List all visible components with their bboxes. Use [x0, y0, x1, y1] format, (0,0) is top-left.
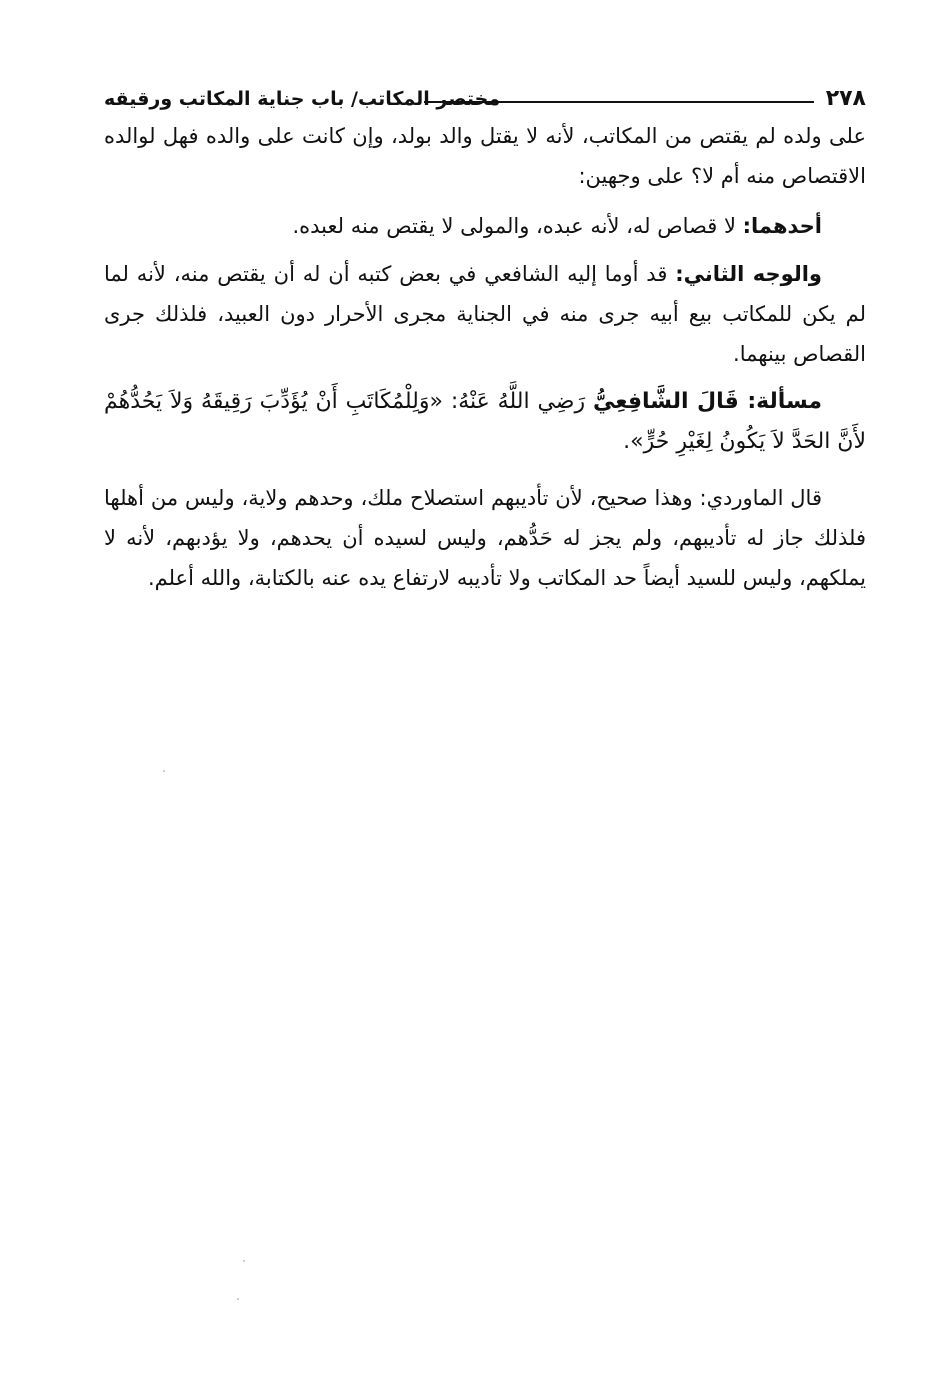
paragraph-text: قد أوما إليه الشافعي في بعض كتبه أن له أن يقتص منه، لأنه لما لم يكن للمكاتب بيع أبيه جرى منه في الجناية مجرى الأحرار دون العبيد، فلذلك جرى القصاص بينهما. — [104, 262, 866, 366]
paragraph-text: على ولده لم يقتص من المكاتب، لأنه لا يقتل والد بولد، وإن كانت على والده فهل لوالده الاقتصاص منه أم لا؟ على وجهين: — [104, 124, 866, 188]
quote-text: رَضِي اللَّهُ عَنْهُ: «وَلِلْمُكَاتَبِ أَنْ يُؤَدِّبَ رَقِيقَهُ وَلاَ يَحُدُّهُمْ لأَنَّ الحَدَّ لاَ يَكُونُ لِغَيْرِ حُرٍّ». — [104, 389, 866, 454]
paragraph-second-view — [104, 254, 866, 374]
scan-speck — [243, 1260, 245, 1262]
paragraph-first-view — [104, 206, 866, 246]
quote-speaker: قَالَ الشَّافِعِيُّ — [592, 389, 748, 414]
paragraph-lead: مسألة: — [747, 389, 822, 414]
page-header — [104, 82, 866, 118]
paragraph-commentary — [104, 478, 866, 598]
scan-speck — [237, 1298, 239, 1300]
paragraph-lead: والوجه الثاني: — [675, 262, 822, 286]
paragraph-text: قال الماوردي: وهذا صحيح، لأن تأديبهم استصلاح ملك، وحدهم ولاية، وليس من أهلها فلذلك جاز له تأديبهم، ولم يجز له حَدُّهم، وليس لسيده أن يحدهم، ولا يؤدبهم، لأنه لا يملكهم، وليس للسيد أيضاً حد المكاتب ولا تأديبه لارتفاع يده عنه بالكتابة، والله أعلم. — [104, 486, 866, 590]
page-body — [104, 116, 866, 598]
paragraph-issue-quote — [104, 382, 866, 462]
page-number: ٢٧٨ — [825, 86, 866, 111]
paragraph-lead: أحدهما: — [742, 214, 822, 238]
scan-speck — [163, 770, 165, 772]
paragraph-text: لا قصاص له، لأنه عبده، والمولى لا يقتص منه لعبده. — [292, 214, 743, 238]
running-title: مختصر المكاتب/ باب جناية المكاتب ورقيقه — [104, 88, 501, 110]
paragraph-continuation — [104, 116, 866, 196]
